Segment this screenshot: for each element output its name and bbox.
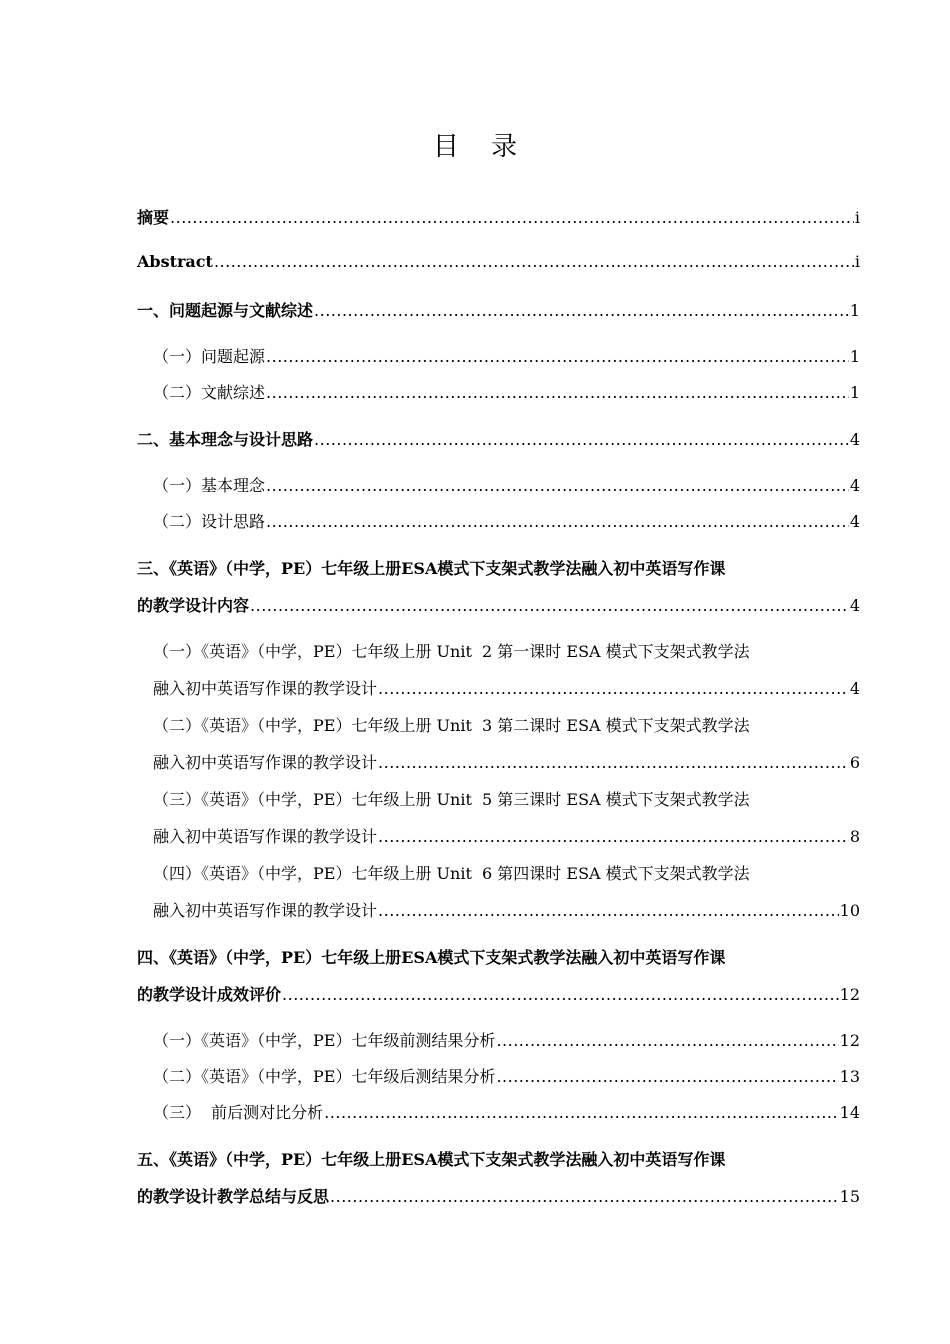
toc-entry-chapter-1[interactable] xyxy=(137,298,860,321)
toc-leader-dots xyxy=(378,679,849,698)
toc-entry-abstract-en[interactable] xyxy=(137,252,860,271)
toc-page-number: 15 xyxy=(839,1187,860,1206)
toc-leader-dots xyxy=(330,1187,839,1206)
toc-page-number: 12 xyxy=(839,1031,860,1050)
toc-entry-title: 的教学设计内容 xyxy=(137,596,250,615)
toc-page-number: i xyxy=(854,208,860,227)
toc-entry-3-4-line1[interactable]: （四）《英语》（中学，PE）七年级上册 Unit 6 第四课时 ESA 模式下支架式教学法 xyxy=(153,864,750,883)
toc-entry-chapter-2[interactable] xyxy=(137,427,860,450)
toc-entry-title: Abstract xyxy=(137,252,213,271)
toc-entry-title: 融入初中英语写作课的教学设计 xyxy=(153,901,378,920)
toc-leader-dots xyxy=(250,596,849,615)
toc-entry-abstract-cn[interactable] xyxy=(137,205,860,228)
toc-leader-dots xyxy=(170,208,854,227)
toc-page-number: 13 xyxy=(839,1067,860,1086)
toc-entry-4-2[interactable] xyxy=(153,1064,860,1087)
toc-page-number: 14 xyxy=(839,1103,860,1122)
toc-entry-2-1[interactable] xyxy=(153,473,860,496)
toc-entry-title: （二）《英语》（中学，PE）七年级后测结果分析 xyxy=(153,1067,496,1086)
toc-leader-dots xyxy=(214,252,854,271)
toc-leader-dots xyxy=(266,347,849,366)
toc-page-number: 1 xyxy=(849,301,860,320)
toc-entry-title: （一）问题起源 xyxy=(153,347,266,366)
toc-page-number: 4 xyxy=(849,596,860,615)
toc-leader-dots xyxy=(314,301,849,320)
toc-entry-title: 一、问题起源与文献综述 xyxy=(137,301,314,320)
toc-page-number: 4 xyxy=(849,476,860,495)
toc-entry-3-3[interactable] xyxy=(153,824,860,847)
toc-entry-title: 融入初中英语写作课的教学设计 xyxy=(153,679,378,698)
toc-leader-dots xyxy=(266,383,849,402)
toc-entry-2-2[interactable] xyxy=(153,509,860,532)
toc-entry-title: 融入初中英语写作课的教学设计 xyxy=(153,827,378,846)
toc-page-number: 4 xyxy=(849,679,860,698)
toc-entry-chapter-5[interactable] xyxy=(137,1184,860,1207)
toc-page-number: i xyxy=(854,252,860,271)
toc-entry-chapter-3-line1[interactable]: 三、《英语》（中学，PE）七年级上册ESA模式下支架式教学法融入初中英语写作课 xyxy=(137,559,726,578)
toc-entry-3-1[interactable] xyxy=(153,676,860,699)
toc-entry-1-2[interactable] xyxy=(153,380,860,403)
toc-leader-dots xyxy=(496,1067,838,1086)
toc-entry-chapter-3[interactable] xyxy=(137,593,860,616)
toc-page-number: 8 xyxy=(849,827,860,846)
toc-leader-dots xyxy=(266,476,849,495)
toc-entry-4-1[interactable] xyxy=(153,1028,860,1051)
page-title: 目 录 xyxy=(432,132,530,162)
toc-entry-title: 摘要 xyxy=(137,208,170,227)
toc-entry-title: 的教学设计成效评价 xyxy=(137,985,282,1004)
toc-entry-title: 二、基本理念与设计思路 xyxy=(137,430,314,449)
toc-entry-chapter-4[interactable] xyxy=(137,982,860,1005)
toc-leader-dots xyxy=(378,827,849,846)
toc-page-number: 12 xyxy=(839,985,860,1004)
toc-entry-4-3[interactable] xyxy=(153,1100,860,1123)
toc-entry-chapter-4-line1[interactable]: 四、《英语》（中学，PE）七年级上册ESA模式下支架式教学法融入初中英语写作课 xyxy=(137,948,726,967)
toc-leader-dots xyxy=(314,430,849,449)
toc-entry-title: 的教学设计教学总结与反思 xyxy=(137,1187,330,1206)
toc-page-number: 1 xyxy=(849,383,860,402)
toc-leader-dots xyxy=(378,753,849,772)
toc-entry-title: （二）设计思路 xyxy=(153,512,266,531)
toc-page-number: 4 xyxy=(849,430,860,449)
toc-page-number: 4 xyxy=(849,512,860,531)
toc-page-number: 6 xyxy=(849,753,860,772)
toc-entry-title: 融入初中英语写作课的教学设计 xyxy=(153,753,378,772)
toc-leader-dots xyxy=(266,512,849,531)
toc-entry-3-2[interactable] xyxy=(153,750,860,773)
toc-entry-3-3-line1[interactable]: （三）《英语》（中学，PE）七年级上册 Unit 5 第三课时 ESA 模式下支架式教学法 xyxy=(153,790,750,809)
toc-entry-3-1-line1[interactable]: （一）《英语》（中学，PE）七年级上册 Unit 2 第一课时 ESA 模式下支架式教学法 xyxy=(153,642,750,661)
toc-leader-dots xyxy=(324,1103,838,1122)
toc-entry-title: （一）《英语》（中学，PE）七年级前测结果分析 xyxy=(153,1031,496,1050)
toc-entry-title: （二）文献综述 xyxy=(153,383,266,402)
toc-entry-3-4[interactable] xyxy=(153,898,860,921)
toc-leader-dots xyxy=(496,1031,838,1050)
toc-leader-dots xyxy=(378,901,839,920)
toc-leader-dots xyxy=(282,985,839,1004)
toc-entry-1-1[interactable] xyxy=(153,344,860,367)
toc-page-number: 10 xyxy=(839,901,860,920)
toc-entry-3-2-line1[interactable]: （二）《英语》（中学，PE）七年级上册 Unit 3 第二课时 ESA 模式下支架式教学法 xyxy=(153,716,750,735)
toc-entry-title: （一）基本理念 xyxy=(153,476,266,495)
toc-page-number: 1 xyxy=(849,347,860,366)
toc-entry-title: （三） 前后测对比分析 xyxy=(153,1103,324,1122)
toc-entry-chapter-5-line1[interactable]: 五、《英语》（中学，PE）七年级上册ESA模式下支架式教学法融入初中英语写作课 xyxy=(137,1150,726,1169)
